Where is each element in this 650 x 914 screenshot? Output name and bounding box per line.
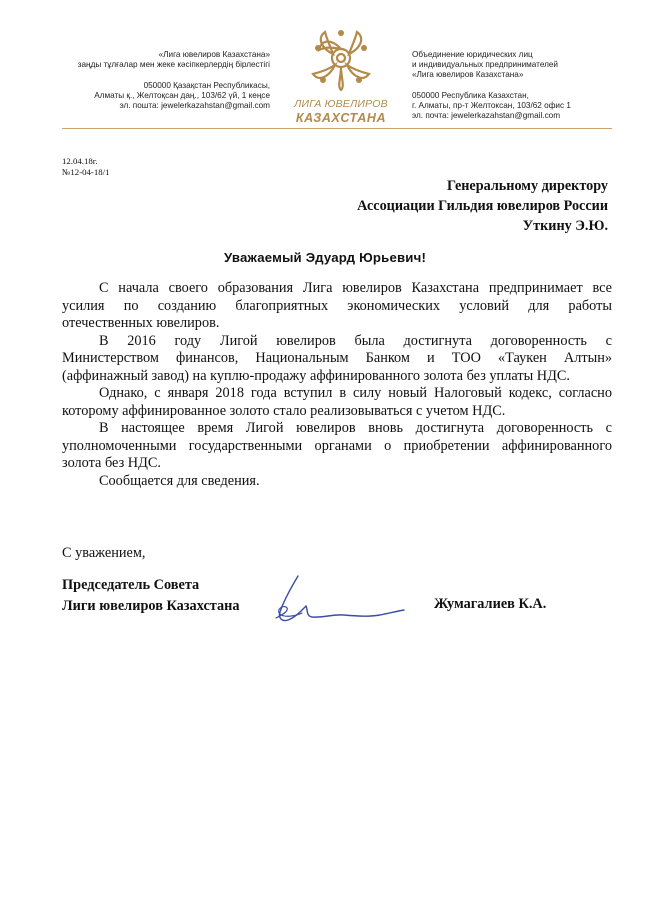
logo-text-line1: ЛИГА ЮВЕЛИРОВ	[294, 98, 388, 110]
letterhead-ru-spacer	[412, 80, 632, 91]
body-line: В настоящее время Лигой ювелиров вновь достигнута договоренность с	[99, 420, 612, 436]
letterhead-kz-line: «Лига ювелиров Казахстана»	[158, 50, 270, 59]
signatory-title	[62, 575, 240, 617]
addressee-position: Генеральному директору	[447, 178, 608, 194]
letterhead-kz-email: эл. пошта: jewelerkazahstan@gmail.com	[119, 101, 270, 110]
letterhead-ru-line: Объединение юридических лиц	[412, 50, 533, 59]
letterhead-ru-line: «Лига ювелиров Казахстана»	[412, 70, 524, 79]
salutation: Уважаемый Эдуард Юрьевич!	[223, 250, 427, 265]
letter-date: 12.04.18г.	[62, 156, 98, 166]
letterhead-kz-spacer	[40, 70, 270, 81]
letterhead-kazakh-block	[40, 50, 270, 111]
letter-reference	[62, 156, 110, 177]
letterhead-kz-line: Алматы қ., Желтоқсан даң., 103/62 үй, 1 кеңсе	[94, 91, 270, 100]
letterhead-ru-line: и индивидуальных предпринимателей	[412, 60, 559, 69]
addressee-block	[278, 176, 608, 236]
body-line: В 2016 году Лигой ювелиров была достигнута договоренность с	[99, 332, 612, 349]
addressee-organization: Ассоциации Гильдия ювелиров России	[357, 198, 608, 214]
letterhead-ru-email: эл. почта: jewelerkazahstan@gmail.com	[412, 111, 561, 120]
letterhead-divider	[62, 128, 612, 129]
body-line: усилия по созданию благоприятных экономических условий для работы	[62, 297, 612, 314]
body-line: Однако, с января 2018 года вступил в силу новый Налоговый кодекс, согласно	[99, 385, 612, 401]
letterhead	[0, 0, 650, 135]
body-line: уполномоченными государственными органами о приобретении аффинированного	[62, 437, 612, 454]
letter-body	[62, 280, 612, 490]
body-line: отечественных ювелиров.	[62, 315, 220, 331]
signatory-title-line1: Председатель Совета	[62, 577, 200, 593]
body-line: Министерством финансов, Национальным Банком и ТОО «Таукен Алтын»	[62, 350, 612, 366]
league-logo	[285, 24, 397, 126]
letterhead-ru-line: 050000 Республика Казахстан,	[412, 91, 529, 100]
body-line: которому аффинированное золото стало реализовываться с учетом НДС.	[62, 402, 506, 419]
letter-number: №12-04-18/1	[62, 166, 110, 177]
signatory-name: Жумагалиев К.А.	[434, 596, 547, 612]
ornament-logo-icon	[309, 24, 373, 92]
body-line: С начала своего образования Лига ювелиров Казахстана предпринимает все	[99, 280, 612, 296]
closing-phrase: С уважением,	[62, 545, 146, 561]
letterhead-ru-line: г. Алматы, пр-т Желтоксан, 103/62 офис 1	[412, 101, 571, 110]
letterhead-kz-line: заңды тұлғалар мен жеке кәсіпкерлердің бірлестігі	[77, 60, 270, 69]
signatory-title-line2: Лиги ювелиров Казахстана	[62, 598, 240, 614]
addressee-name: Уткину Э.Ю.	[522, 218, 608, 234]
body-line: золота без НДС.	[62, 455, 161, 471]
letterhead-russian-block	[412, 50, 632, 121]
letterhead-kz-line: 050000 Қазақстан Республикасы,	[143, 81, 270, 90]
logo-text-line2: КАЗАХСТАНА	[295, 111, 387, 125]
handwritten-signature	[262, 570, 412, 635]
body-line: (аффинажный завод) на куплю-продажу аффинированного золота без уплаты НДС.	[62, 367, 570, 384]
body-line: Сообщается для сведения.	[99, 472, 260, 489]
